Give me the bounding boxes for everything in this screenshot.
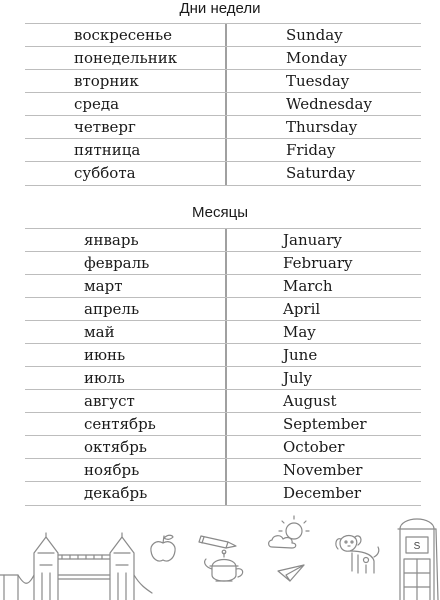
days-table [25,23,421,186]
table-row [25,321,421,344]
day-ru: суббота [74,164,136,182]
table-row [25,390,421,413]
month-en: May [283,323,316,341]
table-row [25,24,421,47]
pencil-icon [199,536,236,548]
month-ru: апрель [84,300,140,318]
month-ru: август [84,392,135,410]
table-row [25,70,421,93]
table-row [25,459,421,482]
month-ru: декабрь [84,484,148,502]
month-en: February [283,254,353,272]
day-ru: четверг [74,118,136,136]
table-row [25,436,421,459]
day-en: Friday [286,141,336,159]
month-en: January [283,231,342,249]
month-ru: октябрь [84,438,147,456]
day-ru: понедельник [74,49,178,67]
month-en: July [283,369,312,387]
table-row [25,298,421,321]
paper-plane-icon [278,565,304,581]
table-row [25,252,421,275]
day-ru: воскресенье [74,26,173,44]
month-en: December [283,484,362,502]
table-row [25,344,421,367]
table-row [25,413,421,436]
month-ru: ноябрь [84,461,140,479]
phone-box-icon [398,519,438,600]
month-en: September [283,415,367,433]
month-ru: сентябрь [84,415,156,433]
month-en: August [283,392,337,410]
table-row [25,162,421,185]
day-en: Tuesday [286,72,350,90]
days-section-title: Дни недели [179,0,261,17]
month-en: October [283,438,345,456]
tower-bridge-icon [0,533,152,600]
month-ru: июнь [84,346,126,364]
month-ru: март [84,277,123,295]
day-en: Wednesday [286,95,372,113]
month-ru: январь [84,231,139,249]
day-ru: пятница [74,141,141,159]
table-row [25,229,421,252]
table-row [25,139,421,162]
day-en: Monday [286,49,348,67]
day-ru: среда [74,95,120,113]
sun-cloud-icon [269,516,309,548]
month-en: April [283,300,321,318]
phone-box-letter: S [413,541,421,552]
dog-icon [336,536,379,573]
day-en: Saturday [286,164,356,182]
teapot-icon [205,550,243,581]
table-row [25,275,421,298]
month-ru: июль [84,369,125,387]
months-table [25,228,421,506]
month-en: March [283,277,333,295]
table-row [25,116,421,139]
day-ru: вторник [74,72,139,90]
table-row [25,482,421,505]
day-en: Thursday [286,118,358,136]
months-section-title: Месяцы [191,204,248,221]
illustration-strip [0,515,440,600]
month-en: November [283,461,363,479]
month-en: June [283,346,318,364]
month-ru: май [84,323,115,341]
table-row [25,367,421,390]
apple-icon [151,535,175,561]
table-row [25,93,421,116]
table-row [25,47,421,70]
day-en: Sunday [286,26,343,44]
month-ru: февраль [84,254,150,272]
